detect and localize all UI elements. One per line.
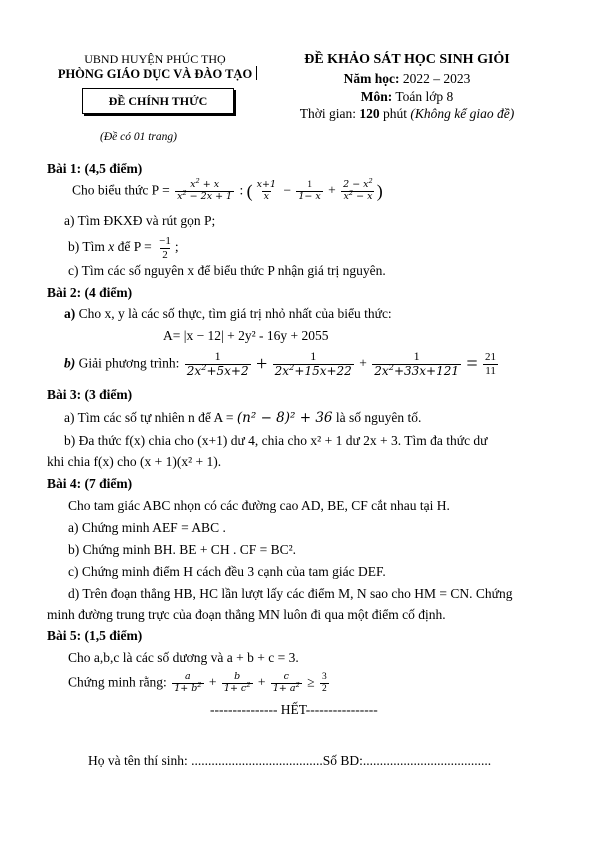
problem-4d-line1: d) Trên đoạn thẳng HB, HC lần lượt lấy các điểm M, N sao cho HM = CN. Chứng [68,586,513,601]
problem-4-title: Bài 4: (7 điểm) [47,476,133,491]
problem-4a: a) Chứng minh AEF = ABC . [68,520,226,535]
district-name: UBND HUYỆN PHÚC THỌ [84,52,226,66]
subject: Môn: Toán lớp 8 [360,89,454,104]
time-allowed: Thời gian: 120 phút (Không kể giao đề) [299,106,515,121]
problem-4d-line2: minh đường trung trực của đoạn thẳng MN luôn đi qua một điểm cố định. [47,607,446,622]
problem-1b: b) Tìm x để P = $\frac{-1}{2}$ ; [68,235,179,261]
problem-4b: b) Chứng minh BH. BE + CH . CF = BC². [68,542,296,557]
problem-3-title: Bài 3: (3 điểm) [47,387,133,402]
problem-1c: c) Tìm các số nguyên x để biểu thức P nhận giá trị nguyên. [68,263,386,278]
exam-title: ĐỀ KHẢO SÁT HỌC SINH GIỎI [304,52,510,67]
problem-3a: a) Tìm các số tự nhiên n để A = (n² − 8)² + 36 là số nguyên tố. [64,410,422,426]
problem-2b: b) Giải phương trình: $\frac{1}{2x^2+5x+2}$ + $\frac{1}{2x^2+15x+22}$ + $\frac{1}{2x^2+33x+121}$ = $\frac{21}{11}$ [64,349,497,378]
problem-2-title: Bài 2: (4 điểm) [47,285,133,300]
official-stamp-box: ĐỀ CHÍNH THỨC [82,88,234,114]
problem-1-title: Bài 1: (4,5 điểm) [47,161,143,176]
fraction-p: $\frac{x^2 + x}{x^2 - 2x + 1}$ [177,176,233,202]
page-count-note: (Đề có 01 trang) [100,131,177,143]
problem-3b-line2: khi chia f(x) cho (x + 1)(x² + 1). [47,454,222,469]
end-marker: --------------- HẾT---------------- [210,702,378,717]
header-left [40,52,270,82]
problem-3b-line1: b) Đa thức f(x) chia cho (x+1) dư 4, chia cho x² + 1 dư 2x + 3. Tìm đa thức dư [64,433,488,448]
problem-4-intro: Cho tam giác ABC nhọn có các đường cao AD, BE, CF cắt nhau tại H. [68,498,450,513]
problem-2a-expression: A= |x − 12| + 2y² - 16y + 2055 [163,328,329,343]
problem-2a: a) Cho x, y là các số thực, tìm giá trị nhỏ nhất của biểu thức: [64,306,392,321]
candidate-info-line: Họ và tên thí sinh: .......................................Số BD:...................................... [88,753,492,768]
header-divider [256,66,257,80]
problem-1-expression: Cho biểu thức P = $\frac{x^2 + x}{x^2 - 2x + 1}$ : ( $\frac{x+1}{x}$ − $\frac{1}{1- x}$ + $\frac{2 - x^2}{x^2 - x}$ ) [72,176,383,202]
problem-5-title: Bài 5: (1,5 điểm) [47,628,143,643]
problem-4c: c) Chứng minh điểm H cách đều 3 cạnh của tam giác DEF. [68,564,386,579]
department-name: PHÒNG GIÁO DỤC VÀ ĐÀO TẠO [57,67,253,81]
problem-5-inequality: Chứng minh rằng: $\frac{a}{1+ b^2}$ + $\frac{b}{1+ c^2}$ + $\frac{c}{1+ a^2}$ ≥ $\frac{3}{2}$ [68,671,327,694]
school-year: Năm học: 2022 – 2023 [343,71,471,86]
problem-5-intro: Cho a,b,c là các số dương và a + b + c = 3. [68,650,299,665]
problem-1a: a) Tìm ĐKXĐ và rút gọn P; [64,213,216,228]
